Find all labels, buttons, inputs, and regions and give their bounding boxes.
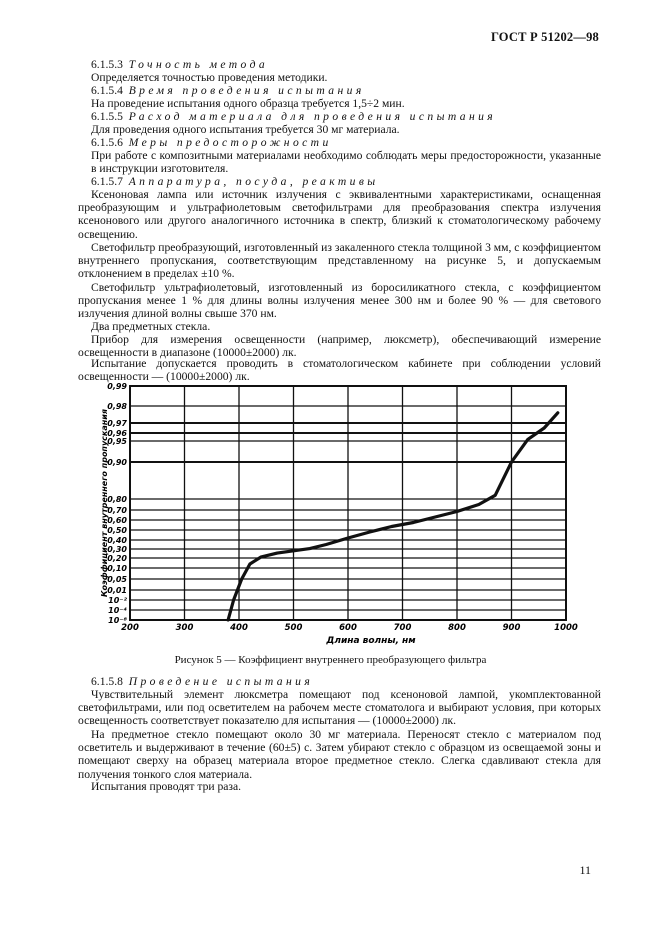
x-tick-label: 500 <box>284 623 303 633</box>
transmission-chart <box>96 378 586 653</box>
x-tick-label: 600 <box>339 623 357 633</box>
y-tick-label: 0,95 <box>107 437 127 446</box>
y-tick-label: 0,05 <box>107 575 127 584</box>
y-tick-label: 0,30 <box>107 545 127 554</box>
y-tick-label: 0,60 <box>107 516 127 525</box>
paragraph: На проведение испытания одного образца требуется 1,5÷2 мин. <box>91 97 405 110</box>
paragraph: На предметное стекло помещают около 30 мг материала. Переносят стекло с материалом под осветитель и выдерживают в течение (60±5) с. Затем убирают стекло с образцом из освещаемой зоны и помещают сверху на образец материала второе предметное стекло. Слегка сдавливают стекла для получения тонкого слоя материала. <box>78 728 601 781</box>
section-title: Время проведения испытания <box>128 84 365 97</box>
section-title: Аппаратура, посуда, реактивы <box>128 175 379 188</box>
section-number: 6.1.5.3 <box>91 58 123 71</box>
section-6-1-5-4 <box>91 84 365 97</box>
y-tick-labels <box>107 382 127 625</box>
y-tick-label: 0,50 <box>107 526 127 535</box>
paragraph: Испытание допускается проводить в стоматологическом кабинете при соблюдении условий освещенности — (10000±2000) лк. <box>78 357 601 384</box>
paragraph: Чувствительный элемент люксметра помещают под ксеноновой лампой, укомплектованной светофильтрами, или под осветителем на рабочем месте стоматолога и выбирают условия, при которых освещенность соответствует показателю для испытания — (10000±2000) лк. <box>78 688 601 728</box>
paragraph: Два предметных стекла. <box>91 320 211 333</box>
y-tick-label: 0,80 <box>107 495 127 504</box>
paragraph: Светофильтр ультрафиолетовый, изготовленный из боросиликатного стекла, с коэффициентом пропускания менее 1 % для длины волны излучения менее 300 нм и более 90 % — для светового излучения длиной волны свыше 370 нм. <box>78 281 601 321</box>
section-6-1-5-8 <box>91 675 313 688</box>
paragraph: Для проведения одного испытания требуется 30 мг материала. <box>91 123 400 136</box>
section-6-1-5-7 <box>91 175 379 188</box>
chart-svg <box>96 378 586 648</box>
paragraph: Прибор для измерения освещенности (например, люксметр), обеспечивающий измерение освещенности в диапазоне (10000±2000) лк. <box>78 333 601 360</box>
section-number: 6.1.5.7 <box>91 175 123 188</box>
y-tick-label: 0,70 <box>107 506 127 515</box>
page-number: 11 <box>579 863 591 877</box>
x-tick-label: 400 <box>230 623 248 633</box>
y-tick-label: 0,90 <box>107 458 127 467</box>
y-tick-label: 10⁻² <box>108 596 127 605</box>
x-tick-label: 700 <box>393 623 412 633</box>
y-tick-label: 10⁻⁸ <box>108 616 127 625</box>
paragraph: Испытания проводят три раза. <box>91 780 242 793</box>
y-tick-label: 0,20 <box>107 554 127 563</box>
x-tick-label: 900 <box>502 623 521 633</box>
section-title: Точность метода <box>128 58 269 71</box>
figure-caption: Рисунок 5 — Коэффициент внутреннего преобразующего фильтра <box>174 654 487 666</box>
section-number: 6.1.5.4 <box>91 84 123 97</box>
transmission-curve <box>228 413 558 620</box>
y-axis-title: Коэффициент внутреннего пропускания <box>100 408 109 598</box>
paragraph: Ксеноновая лампа или источник излучения с эквивалентными характеристиками, оснащенная преобразующим и ультрафиолетовым светофильтрами для преобразования спектра излучения ксенонового или другого аналогичного источника в спектр, близкий к стоматологическому рабочему освещению. <box>78 188 601 241</box>
paragraph: Определяется точностью проведения методики. <box>91 71 328 84</box>
y-tick-label: 10⁻⁴ <box>108 606 127 615</box>
paragraph: При работе с композитными материалами необходимо соблюдать меры предосторожности, указанные в инструкции изготовителя. <box>91 149 601 176</box>
section-6-1-5-5 <box>91 110 496 123</box>
section-number: 6.1.5.5 <box>91 110 123 123</box>
y-tick-label: 0,98 <box>107 402 127 411</box>
x-axis-label: Длина волны, нм <box>326 636 416 646</box>
x-tick-label: 200 <box>121 623 139 633</box>
x-tick-label: 300 <box>175 623 194 633</box>
section-6-1-5-6 <box>91 136 332 149</box>
paragraph: Светофильтр преобразующий, изготовленный из закаленного стекла толщиной 3 мм, с коэффициентом внутреннего пропускания, соответствующим представленному на рисунке 5, и допускаемым отклонением в пределах ±10 %. <box>78 241 601 281</box>
x-tick-label: 800 <box>448 623 466 633</box>
chart-grid <box>130 386 566 620</box>
x-tick-labels <box>121 623 578 633</box>
standard-code: ГОСТ Р 51202—98 <box>490 30 599 44</box>
section-number: 6.1.5.8 <box>91 675 123 688</box>
y-tick-label: 0,40 <box>107 536 127 545</box>
section-title: Меры предосторожности <box>128 136 332 149</box>
section-6-1-5-3 <box>91 58 268 71</box>
x-tick-label: 1000 <box>554 623 578 633</box>
y-tick-label: 0,96 <box>107 429 127 438</box>
y-tick-label: 0,10 <box>107 564 127 573</box>
section-title: Проведение испытания <box>128 675 314 688</box>
section-number: 6.1.5.6 <box>91 136 123 149</box>
y-tick-label: 0,97 <box>107 419 127 428</box>
section-title: Расход материала для проведения испытания <box>128 110 497 123</box>
y-tick-label: 0,01 <box>107 586 127 595</box>
y-tick-label: 0,99 <box>107 382 127 391</box>
